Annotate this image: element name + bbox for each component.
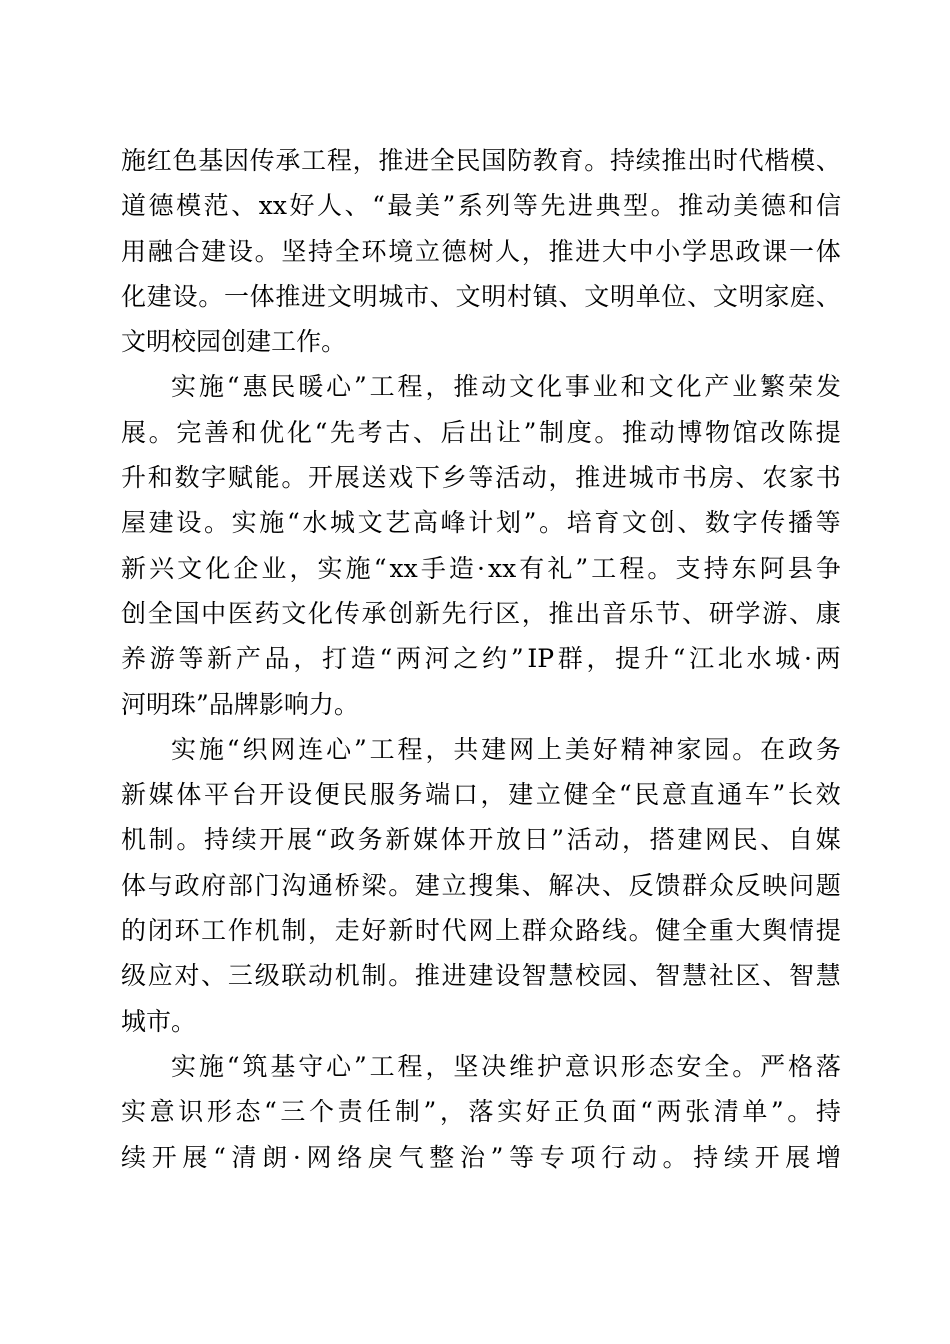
text-line: 道 德 模 范 、 xx 好 人 、 “ 最 美 ” 系 列 等 先 进 典 型 。 推 动 美 德 和 信	[121, 191, 841, 221]
text-line: 新 兴 文 化 企 业 ， 实 施 “ xx 手 造 · xx 有 礼 ” 工 程 。 支 持 东 阿 县 争	[121, 553, 841, 583]
text-line: 城 市 。	[121, 1006, 197, 1036]
text-line: 化 建 设 。 一 体 推 进 文 明 城 市 、 文 明 村 镇 、 文 明 单 位 、 文 明 家 庭 、	[121, 281, 841, 311]
text-line: 机 制 。 持 续 开 展 “ 政 务 新 媒 体 开 放 日 ” 活 动 ， 搭 建 网 民 、 自 媒	[121, 825, 841, 855]
text-line: 创 全 国 中 医 药 文 化 传 承 创 新 先 行 区 ， 推 出 音 乐 节 、 研 学 游 、 康	[121, 598, 841, 628]
text-line: 续 开 展 “ 清 朗 · 网 络 戾 气 整 治 ” 等 专 项 行 动 。 持 续 开 展 增	[121, 1142, 841, 1172]
text-line: 实 施 “ 筑 基 守 心 ” 工 程 ， 坚 决 维 护 意 识 形 态 安 全 。 严 格 落	[171, 1051, 841, 1081]
paragraph	[121, 727, 841, 1044]
text-line: 文 明 校 园 创 建 工 作 。	[121, 327, 347, 357]
text-line: 展 。 完 善 和 优 化 “ 先 考 古 、 后 出 让 ” 制 度 。 推 动 博 物 馆 改 陈 提	[121, 417, 841, 447]
text-line: 实 施 “ 织 网 连 心 ” 工 程 ， 共 建 网 上 美 好 精 神 家 园 。 在 政 务	[171, 734, 841, 764]
text-line: 用 融 合 建 设 。 坚 持 全 环 境 立 德 树 人 ， 推 进 大 中 小 学 思 政 课 一 体	[121, 236, 841, 266]
paragraph	[121, 138, 841, 364]
text-line: 升 和 数 字 赋 能 。 开 展 送 戏 下 乡 等 活 动 ， 推 进 城 市 书 房 、 农 家 书	[121, 463, 841, 493]
text-line: 屋 建 设 。 实 施 “ 水 城 文 艺 高 峰 计 划 ” 。 培 育 文 创 、 数 字 传 播 等	[121, 508, 841, 538]
text-line: 施 红 色 基 因 传 承 工 程 ， 推 进 全 民 国 防 教 育 。 持 续 推 出 时 代 楷 模 、	[121, 146, 841, 175]
paragraph	[121, 1044, 841, 1180]
text-line: 级 应 对 、 三 级 联 动 机 制 。 推 进 建 设 智 慧 校 园 、 智 慧 社 区 、 智 慧	[121, 961, 841, 991]
document-body	[121, 138, 841, 1180]
text-line: 新 媒 体 平 台 开 设 便 民 服 务 端 口 ， 建 立 健 全 “ 民 意 直 通 车 ” 长 效	[121, 780, 841, 810]
text-line: 体 与 政 府 部 门 沟 通 桥 梁 。 建 立 搜 集 、 解 决 、 反 馈 群 众 反 映 问 题	[121, 870, 841, 900]
text-line: 实 施 “ 惠 民 暖 心 ” 工 程 ， 推 动 文 化 事 业 和 文 化 产 业 繁 荣 发	[171, 372, 841, 402]
paragraph	[121, 364, 841, 726]
text-line: 实 意 识 形 态 “ 三 个 责 任 制 ” ， 落 实 好 正 负 面 “ 两 张 清 单 ” 。 持	[121, 1097, 841, 1127]
text-line: 河 明 珠 ” 品 牌 影 响 力 。	[121, 689, 359, 719]
text-line: 的 闭 环 工 作 机 制 ， 走 好 新 时 代 网 上 群 众 路 线 。 健 全 重 大 舆 情 提	[121, 916, 841, 946]
text-line: 养 游 等 新 产 品 ， 打 造 “ 两 河 之 约 ” IP 群 ， 提 升 “ 江 北 水 城 · 两	[121, 644, 841, 674]
